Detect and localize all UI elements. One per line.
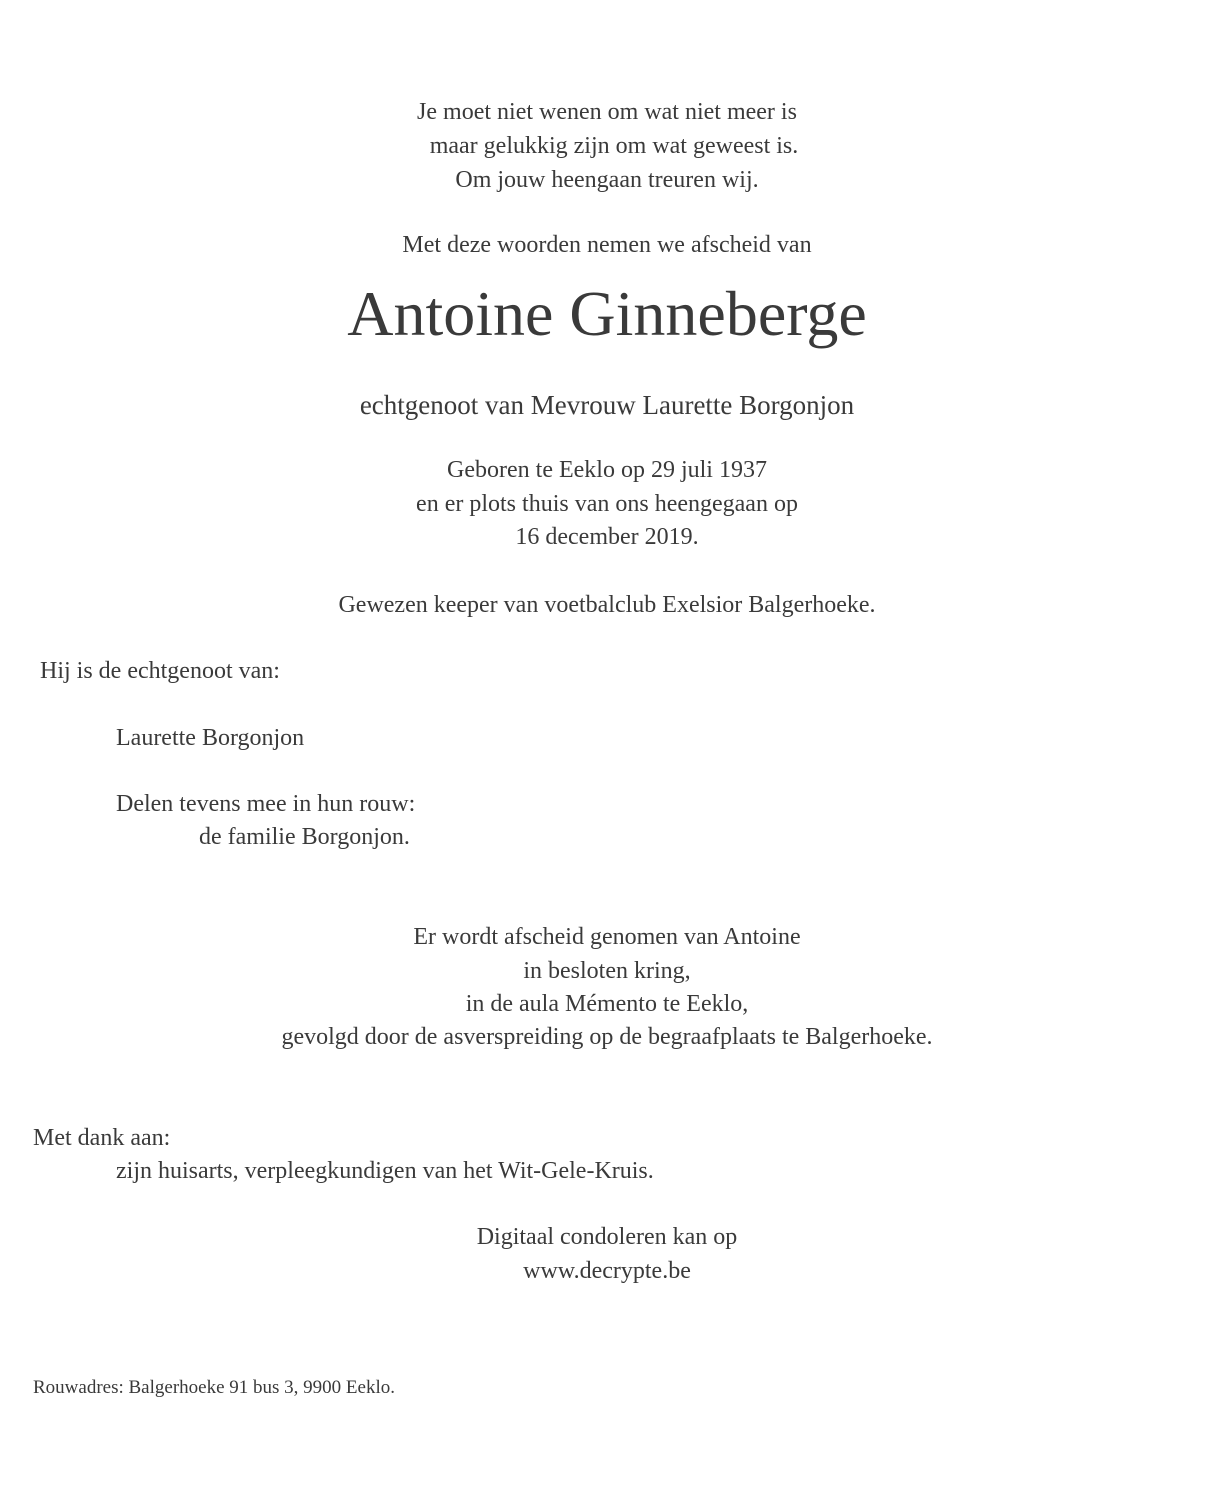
mourn-family: de familie Borgonjon.	[199, 824, 410, 850]
deceased-name: Antoine Ginneberge	[347, 278, 867, 349]
ceremony-line-1: Er wordt afscheid genomen van Antoine	[413, 924, 801, 950]
mourn-heading: Delen tevens mee in hun rouw:	[116, 791, 416, 817]
death-line-2: 16 december 2019.	[515, 524, 699, 550]
death-line-1: en er plots thuis van ons heengegaan op	[416, 491, 798, 517]
thanks-text: zijn huisarts, verpleegkundigen van het Wit-Gele-Kruis.	[116, 1158, 654, 1184]
condolence-url: www.decrypte.be	[523, 1258, 691, 1284]
ceremony-line-2: in besloten kring,	[523, 958, 691, 984]
ceremony-line-4: gevolgd door de asverspreiding op de begraafplaats te Balgerhoeke.	[281, 1024, 933, 1050]
career-text: Gewezen keeper van voetbalclub Exelsior Balgerhoeke.	[338, 592, 876, 618]
ceremony-line-3: in de aula Mémento te Eeklo,	[465, 991, 749, 1017]
poem-line-1: Je moet niet wenen om wat niet meer is	[417, 99, 797, 125]
intro-text: Met deze woorden nemen we afscheid van	[402, 232, 812, 258]
spouse-heading: Hij is de echtgenoot van:	[40, 658, 280, 684]
spouse-line: echtgenoot van Mevrouw Laurette Borgonjon	[359, 390, 855, 420]
thanks-heading: Met dank aan:	[33, 1125, 171, 1151]
poem-line-2: maar gelukkig zijn om wat geweest is.	[429, 133, 799, 159]
birth-line: Geboren te Eeklo op 29 juli 1937	[447, 457, 767, 483]
condolence-line-1: Digitaal condoleren kan op	[476, 1224, 738, 1250]
poem-line-3: Om jouw heengaan treuren wij.	[455, 167, 759, 193]
spouse-name: Laurette Borgonjon	[116, 725, 305, 751]
address-text: Rouwadres: Balgerhoeke 91 bus 3, 9900 Eeklo.	[33, 1377, 395, 1398]
